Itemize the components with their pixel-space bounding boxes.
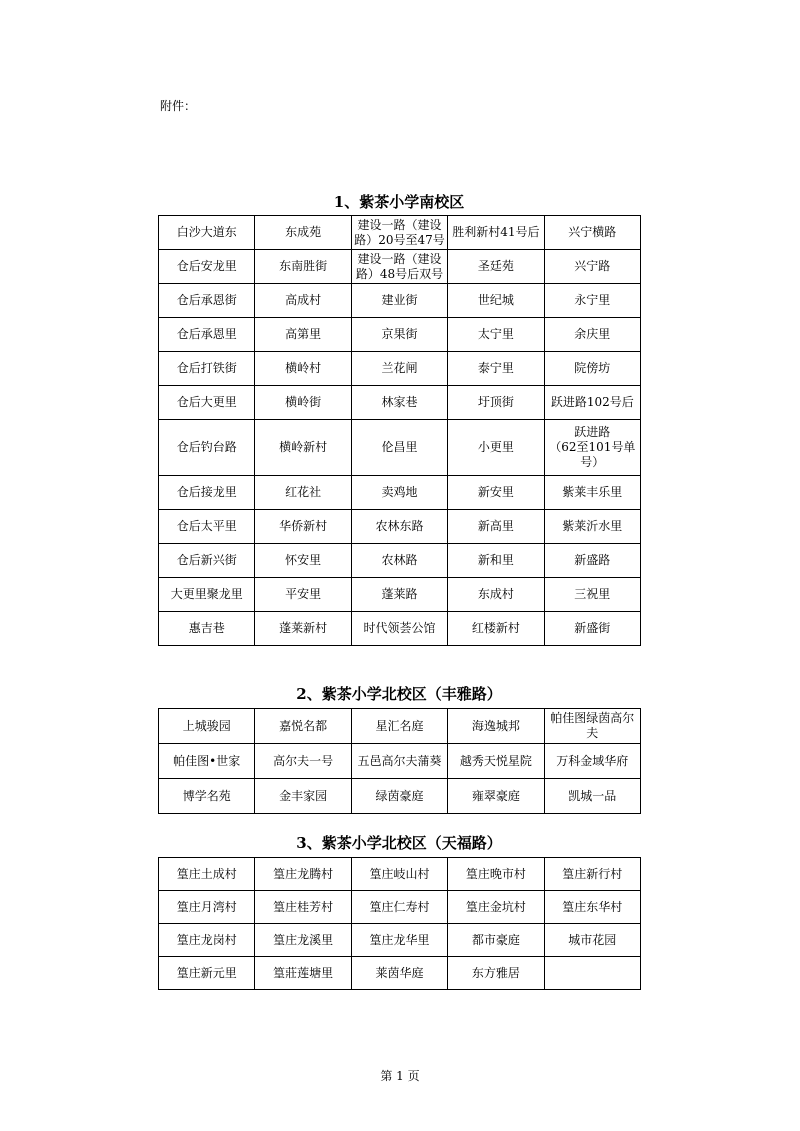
table-row: [159, 216, 641, 250]
table-row: [159, 284, 641, 318]
table-cell: 京果街: [351, 318, 447, 352]
table-cell: 东成村: [448, 578, 544, 612]
table-row: [159, 612, 641, 646]
table-row: [159, 544, 641, 578]
table-cell: 篁庄龙溪里: [255, 924, 351, 957]
table-row: [159, 386, 641, 420]
table-cell: 博学名苑: [159, 779, 255, 814]
table-cell: 兴宁横路: [544, 216, 640, 250]
table-cell: 卖鸡地: [351, 476, 447, 510]
south-campus-table: [158, 215, 641, 646]
table-cell: 海逸城邦: [448, 709, 544, 744]
table-cell: 篁庄桂芳村: [255, 891, 351, 924]
table-cell: 篁庄龙岗村: [159, 924, 255, 957]
table-cell: 伦昌里: [351, 420, 447, 476]
table-cell: 帕佳图•世家: [159, 744, 255, 779]
table-cell: 新盛路: [544, 544, 640, 578]
table-cell: 篁庄新行村: [544, 858, 640, 891]
table-cell: 篁庄仁寿村: [351, 891, 447, 924]
table-cell: 篁庄新元里: [159, 957, 255, 990]
table-cell: 东南胜街: [255, 250, 351, 284]
table-cell: 紫莱沂水里: [544, 510, 640, 544]
table-cell: 蓬莱新村: [255, 612, 351, 646]
table-cell: 金丰家园: [255, 779, 351, 814]
table-cell: 红花社: [255, 476, 351, 510]
table-cell: 城市花园: [544, 924, 640, 957]
table-cell: 三祝里: [544, 578, 640, 612]
table-cell: 雍翠豪庭: [448, 779, 544, 814]
table-cell: 时代领荟公馆: [351, 612, 447, 646]
table-cell: 仓后大更里: [159, 386, 255, 420]
table-cell: 篁莊莲塘里: [255, 957, 351, 990]
table-cell: 都市豪庭: [448, 924, 544, 957]
table-cell: 院傍坊: [544, 352, 640, 386]
table-row: [159, 250, 641, 284]
table-cell: 篁庄晚市村: [448, 858, 544, 891]
table-cell: [544, 957, 640, 990]
table-cell: 仓后新兴街: [159, 544, 255, 578]
table-cell: 新高里: [448, 510, 544, 544]
table-cell: 建设一路（建设 路）20号至47号: [351, 216, 447, 250]
table-cell: 建设一路（建设 路）48号后双号: [351, 250, 447, 284]
north-campus-fengya-table: [158, 708, 641, 814]
table-cell: 胜利新村41号后: [448, 216, 544, 250]
table-cell: 新和里: [448, 544, 544, 578]
table-cell: 仓后承恩里: [159, 318, 255, 352]
table-cell: 东方雅居: [448, 957, 544, 990]
table-row: [159, 476, 641, 510]
table-cell: 跃进路102号后: [544, 386, 640, 420]
table-cell: 星汇名庭: [351, 709, 447, 744]
section-title-south-campus: 1、紫茶小学南校区: [333, 193, 465, 211]
table-cell: 兴宁路: [544, 250, 640, 284]
table-cell: 凯城一品: [544, 779, 640, 814]
table-cell: 怀安里: [255, 544, 351, 578]
table-cell: 五邑高尔夫蒲葵: [351, 744, 447, 779]
table-cell: 农林东路: [351, 510, 447, 544]
table-cell: 万科金域华府: [544, 744, 640, 779]
attachment-label: 附件：: [160, 99, 197, 113]
table-cell: 永宁里: [544, 284, 640, 318]
table-cell: 惠吉巷: [159, 612, 255, 646]
table-row: [159, 510, 641, 544]
table-cell: 林家巷: [351, 386, 447, 420]
table-cell: 新盛街: [544, 612, 640, 646]
table-cell: 横岭新村: [255, 420, 351, 476]
table-cell: 高尔夫一号: [255, 744, 351, 779]
table-cell: 兰花闸: [351, 352, 447, 386]
table-cell: 泰宁里: [448, 352, 544, 386]
section-title-north-campus-tianfu: 3、紫茶小学北校区（天福路）: [296, 834, 502, 852]
table-cell: 东成苑: [255, 216, 351, 250]
page-number: 第 1 页: [380, 1069, 420, 1083]
table-cell: 平安里: [255, 578, 351, 612]
table-cell: 篁庄东华村: [544, 891, 640, 924]
table-row: [159, 957, 641, 990]
table-cell: 高第里: [255, 318, 351, 352]
table-cell: 仓后接龙里: [159, 476, 255, 510]
table-cell: 篁庄龙华里: [351, 924, 447, 957]
table-cell: 仓后安龙里: [159, 250, 255, 284]
table-row: [159, 744, 641, 779]
table-cell: 新安里: [448, 476, 544, 510]
table-cell: 白沙大道东: [159, 216, 255, 250]
table-cell: 小更里: [448, 420, 544, 476]
table-cell: 绿茵豪庭: [351, 779, 447, 814]
table-cell: 横岭街: [255, 386, 351, 420]
table-cell: 太宁里: [448, 318, 544, 352]
table-cell: 嘉悦名都: [255, 709, 351, 744]
table-cell: 紫莱丰乐里: [544, 476, 640, 510]
table-cell: 高成村: [255, 284, 351, 318]
table-cell: 仓后承恩街: [159, 284, 255, 318]
table-row: [159, 578, 641, 612]
north-campus-tianfu-table: [158, 857, 641, 990]
table-cell: 跃进路 （62至101号单 号）: [544, 420, 640, 476]
table-cell: 越秀天悦星院: [448, 744, 544, 779]
section-title-north-campus-fengya: 2、紫茶小学北校区（丰雅路）: [296, 685, 502, 703]
table-cell: 大更里聚龙里: [159, 578, 255, 612]
table-cell: 帕佳图绿茵高尔夫: [544, 709, 640, 744]
table-cell: 建业街: [351, 284, 447, 318]
table-row: [159, 858, 641, 891]
table-row: [159, 924, 641, 957]
table-cell: 仓后太平里: [159, 510, 255, 544]
table-cell: 上城骏园: [159, 709, 255, 744]
table-cell: 莱茵华庭: [351, 957, 447, 990]
table-cell: 世纪城: [448, 284, 544, 318]
table-cell: 农林路: [351, 544, 447, 578]
table-cell: 蓬莱路: [351, 578, 447, 612]
table-row: [159, 420, 641, 476]
table-row: [159, 709, 641, 744]
table-cell: 篁庄龙腾村: [255, 858, 351, 891]
table-cell: 仓后打铁街: [159, 352, 255, 386]
table-cell: 篁庄月湾村: [159, 891, 255, 924]
table-cell: 篁庄岐山村: [351, 858, 447, 891]
table-row: [159, 352, 641, 386]
table-cell: 仓后钓台路: [159, 420, 255, 476]
table-cell: 余庆里: [544, 318, 640, 352]
table-cell: 横岭村: [255, 352, 351, 386]
table-cell: 华侨新村: [255, 510, 351, 544]
table-row: [159, 779, 641, 814]
table-cell: 篁庄金坑村: [448, 891, 544, 924]
table-cell: 红楼新村: [448, 612, 544, 646]
table-cell: 圩顶街: [448, 386, 544, 420]
table-row: [159, 891, 641, 924]
table-row: [159, 318, 641, 352]
table-cell: 圣廷苑: [448, 250, 544, 284]
table-cell: 篁庄土成村: [159, 858, 255, 891]
